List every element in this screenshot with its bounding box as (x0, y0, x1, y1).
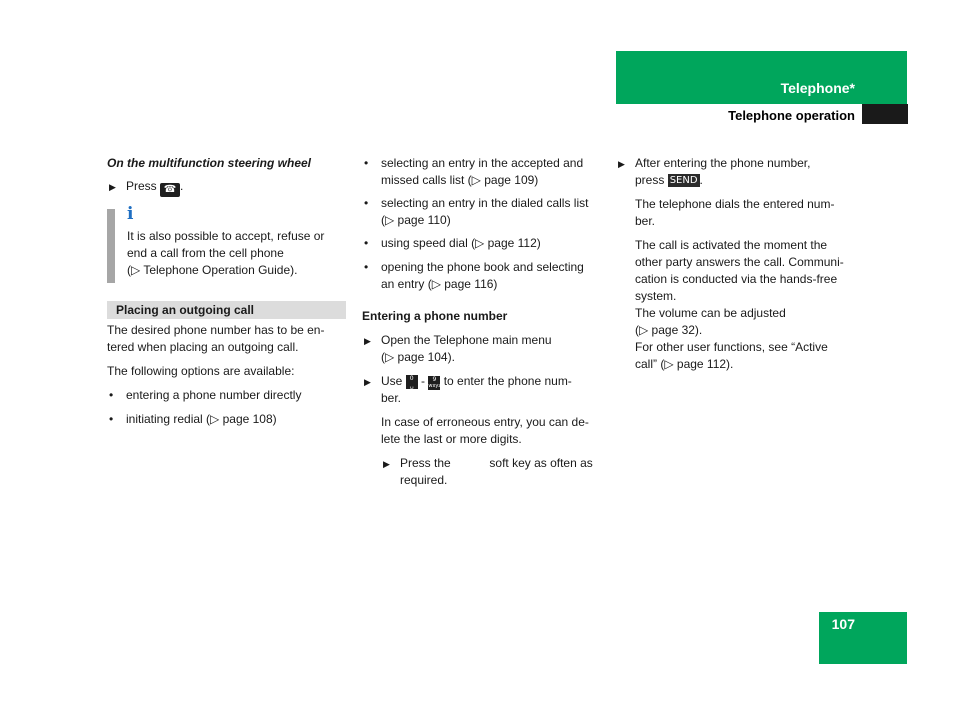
call-activation-text (635, 237, 861, 373)
text-line: system. (635, 289, 677, 303)
section-bar-label: Placing an outgoing call (116, 303, 255, 317)
para-line: tered when placing an outgoing call. (107, 340, 299, 354)
options-intro: The following options are available: (107, 364, 295, 378)
text-line: call” (▷ page 112). (635, 357, 734, 371)
step-send (616, 155, 861, 373)
send-key-icon: SEND (669, 175, 698, 186)
key-9-digit: 9 (432, 376, 437, 383)
para-line: The desired phone number has to be en- (107, 323, 325, 337)
list-item-text: opening the phone book and selecting (381, 260, 584, 274)
phone-hangup-icon: ☎ (160, 183, 180, 197)
list-item-text: selecting an entry in the accepted and (381, 156, 584, 170)
info-line-1: It is also possible to accept, refuse or (127, 229, 325, 243)
column-3 (616, 155, 861, 373)
page-number: 107 (831, 616, 855, 632)
list-item (362, 235, 602, 252)
bullet-dot: • (364, 156, 369, 170)
arrow-bullet-icon: ▶ (109, 182, 116, 192)
press-label: Press the (400, 456, 451, 470)
list-item (107, 387, 347, 404)
dial-text: ber. (635, 214, 656, 228)
bullet-dot: • (364, 260, 369, 274)
step-enter-number (362, 373, 602, 489)
column-1 (107, 155, 347, 197)
key-0-icon (406, 375, 418, 389)
list-item (107, 411, 347, 428)
step-text: After entering the phone number, (635, 156, 811, 170)
step-text (635, 172, 861, 189)
bullet-dot: • (364, 236, 369, 250)
key-9-letters: wxyz (428, 383, 442, 389)
text-line: The volume can be adjusted (635, 306, 786, 320)
step-suffix: . (699, 173, 703, 187)
press-label: press (635, 173, 665, 187)
step-text (400, 455, 602, 472)
bullet-dot: • (109, 388, 114, 402)
info-sidebar (107, 209, 115, 283)
list-item (362, 195, 602, 229)
info-note (127, 228, 347, 279)
step-text: (▷ page 104). (381, 350, 455, 364)
list-item-text: selecting an entry in the dialed calls list (381, 196, 589, 210)
entering-number-heading: Entering a phone number (362, 309, 508, 323)
erroneous-entry-text: In case of erroneous entry, you can de- (381, 415, 589, 429)
arrow-bullet-icon: ▶ (618, 159, 625, 169)
press-label: Press (126, 179, 157, 193)
bullet-dot: • (364, 196, 369, 210)
subsection-title: Telephone operation (728, 108, 855, 123)
text-line: (▷ page 32). (635, 323, 703, 337)
list-item-text: missed calls list (▷ page 109) (381, 173, 539, 187)
arrow-bullet-icon: ▶ (364, 377, 371, 387)
list-item-text: entering a phone number directly (126, 388, 302, 402)
text-line: The call is activated the moment the (635, 238, 828, 252)
step-text (381, 373, 602, 390)
arrow-bullet-icon: ▶ (364, 336, 371, 346)
text-line: other party answers the call. Communi- (635, 255, 844, 269)
arrow-bullet-icon: ▶ (383, 459, 390, 469)
step-text: Open the Telephone main menu (381, 333, 552, 347)
key-0-digit: 0 (409, 375, 414, 382)
key-9-icon (428, 376, 440, 390)
steering-wheel-heading: On the multifunction steering wheel (107, 156, 312, 170)
info-icon: i (127, 204, 134, 224)
step-open-menu (362, 332, 602, 366)
column-2 (362, 155, 602, 489)
dial-text: The telephone dials the entered num- (635, 197, 835, 211)
use-label: Use (381, 374, 403, 388)
range-dash: - (421, 374, 426, 388)
text-line: For other user functions, see “Active (635, 340, 828, 354)
section-bar-outgoing-call (107, 301, 346, 319)
list-item-text: initiating redial (▷ page 108) (126, 412, 277, 426)
text-line: cation is conducted via the hands-free (635, 272, 838, 286)
list-item-text: using speed dial (▷ page 112) (381, 236, 541, 250)
step-text: required. (400, 473, 448, 487)
list-item-text: (▷ page 110) (381, 213, 451, 227)
list-item (362, 259, 602, 293)
step-suffix: soft key as often as (489, 456, 593, 470)
info-line-2: end a call from the cell phone (127, 246, 284, 260)
list-item (362, 155, 602, 189)
section-header-banner (616, 51, 907, 104)
list-item-text: an entry (▷ page 116) (381, 277, 498, 291)
key-0-letters: ␣ (409, 382, 414, 389)
section-tab-marker (862, 104, 908, 124)
erroneous-entry-text: lete the last or more digits. (381, 432, 522, 446)
sub-step-soft-key (381, 455, 602, 489)
bullet-dot: • (109, 412, 114, 426)
press-instruction (107, 178, 347, 197)
column-1-body (107, 322, 347, 428)
step-suffix: to enter the phone num- (443, 374, 572, 388)
press-suffix: . (180, 179, 184, 193)
step-text: ber. (381, 391, 402, 405)
info-line-3: (▷ Telephone Operation Guide). (127, 263, 298, 277)
section-title: Telephone* (780, 80, 855, 96)
